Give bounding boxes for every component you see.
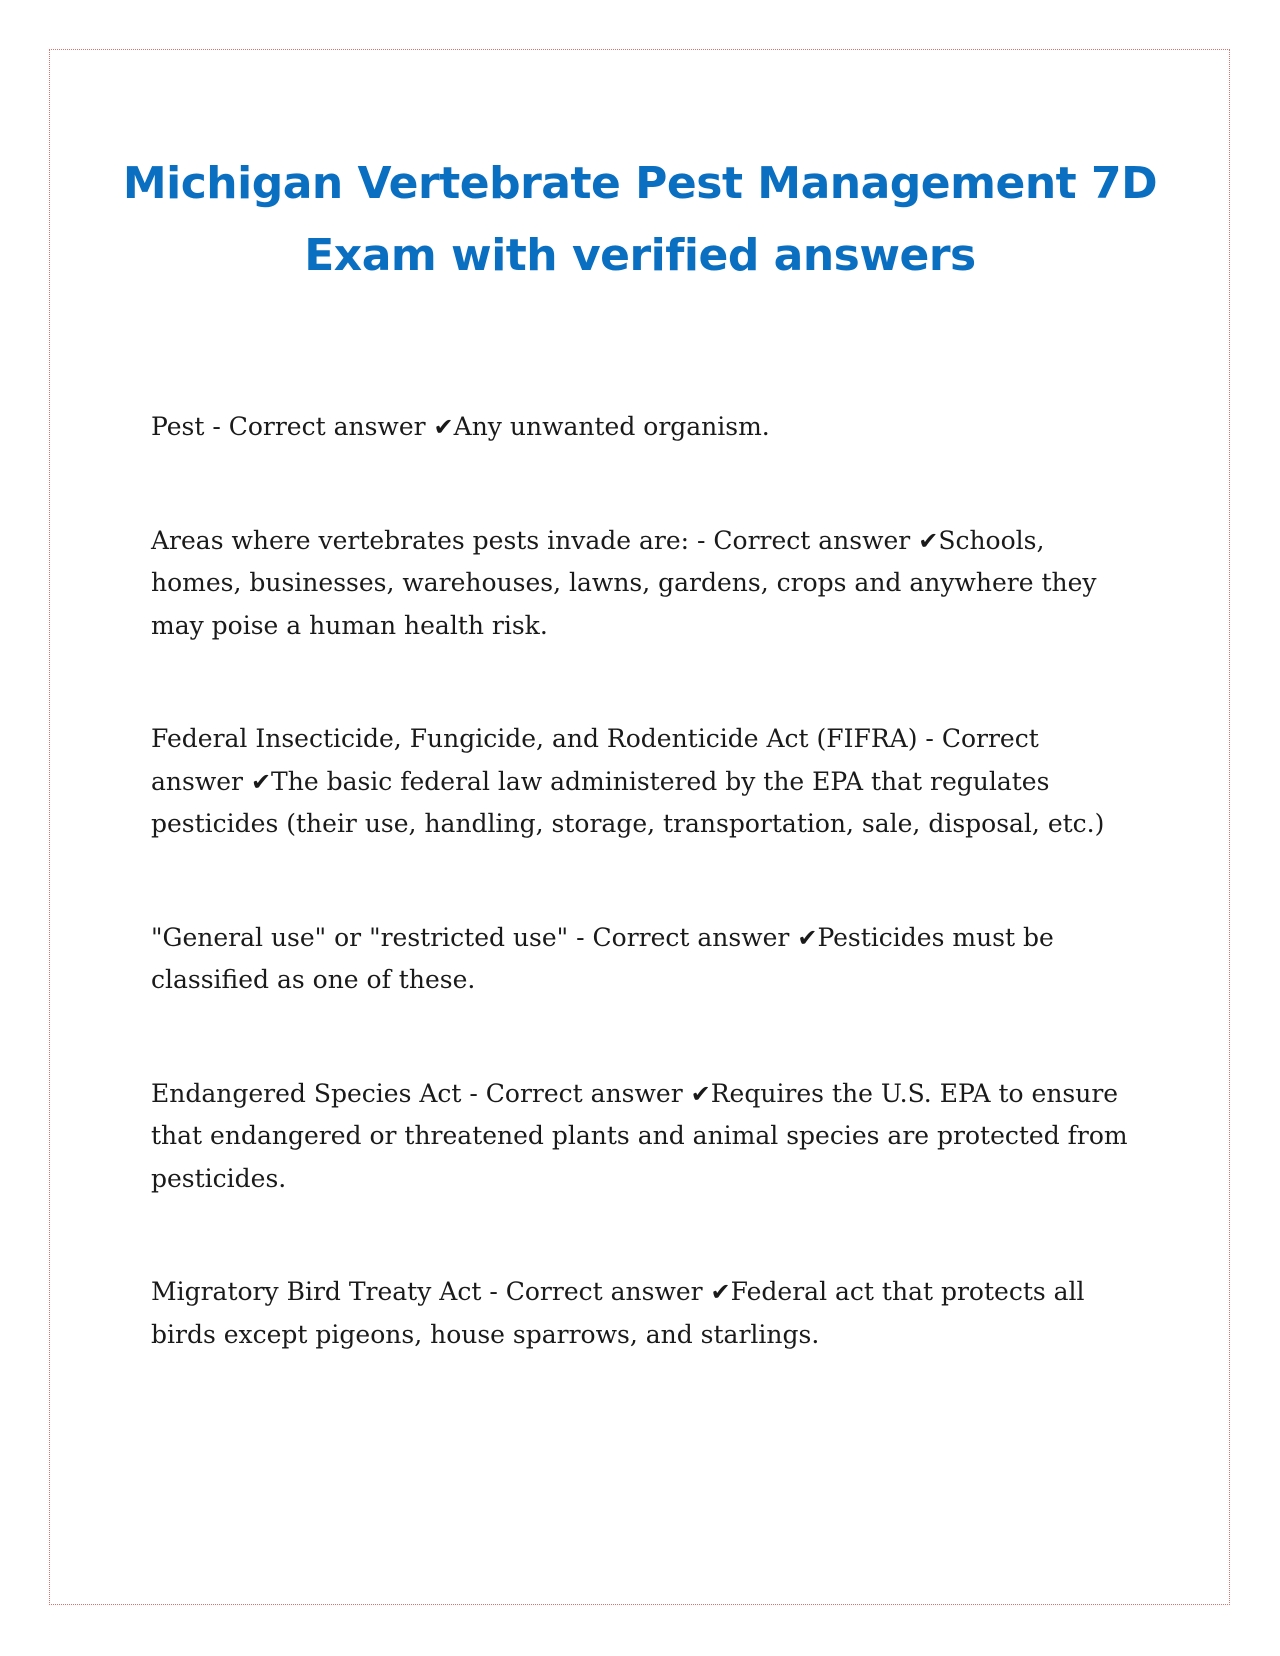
qa-separator: - [461, 1078, 486, 1108]
qa-term: Federal Insecticide, Fungicide, and Rodenticide Act (FIFRA) [151, 724, 918, 753]
qa-term: "General use" or "restricted use" [151, 922, 569, 952]
document-title: Michigan Vertebrate Pest Management 7D Exam with verified answers [122, 158, 1158, 281]
checkmark-icon: ✔ [690, 1079, 711, 1108]
qa-list [151, 406, 1131, 1356]
answer-label: Correct answer [592, 922, 790, 952]
qa-item [151, 1271, 1131, 1356]
qa-answer: Pesticides must be classified as one of these. [151, 922, 1054, 994]
answer-label: Correct answer [228, 412, 426, 441]
qa-item [151, 917, 1131, 1002]
qa-answer: Federal act that protects all birds except pigeons, house sparrows, and starlings. [151, 1277, 1085, 1349]
qa-item [151, 718, 1131, 846]
qa-separator: - [204, 412, 229, 441]
qa-answer: Requires the U.S. EPA to ensure that endangered or threatened plants and animal species are protected from pesticides. [151, 1078, 1128, 1193]
checkmark-icon: ✔ [710, 1278, 731, 1306]
qa-separator: - [568, 922, 593, 952]
qa-term: Areas where vertebrates pests invade are: [151, 525, 690, 555]
answer-label: Correct answer [485, 1078, 683, 1108]
qa-item [151, 406, 1131, 449]
checkmark-icon: ✔ [250, 767, 272, 796]
answer-label: Correct answer [151, 724, 1039, 796]
qa-separator: - [481, 1277, 506, 1306]
qa-term: Migratory Bird Treaty Act [151, 1277, 482, 1306]
checkmark-icon: ✔ [797, 923, 818, 952]
qa-item [151, 1073, 1131, 1201]
checkmark-icon: ✔ [918, 526, 939, 555]
qa-separator: - [689, 525, 714, 555]
answer-label: Correct answer [505, 1277, 703, 1306]
qa-term: Pest [151, 412, 205, 441]
qa-answer: Schools, homes, businesses, warehouses, lawns, gardens, crops and anywhere they may poise a human health risk. [151, 525, 1097, 640]
qa-answer: Any unwanted organism. [453, 412, 770, 441]
qa-separator: - [917, 724, 942, 753]
qa-item [151, 520, 1131, 648]
qa-answer: The basic federal law administered by the EPA that regulates pesticides (their use, handling, storage, transportation, sale, disposal, etc.) [151, 766, 1105, 838]
answer-label: Correct answer [713, 525, 911, 555]
checkmark-icon: ✔ [433, 413, 454, 441]
qa-term: Endangered Species Act [151, 1078, 462, 1108]
